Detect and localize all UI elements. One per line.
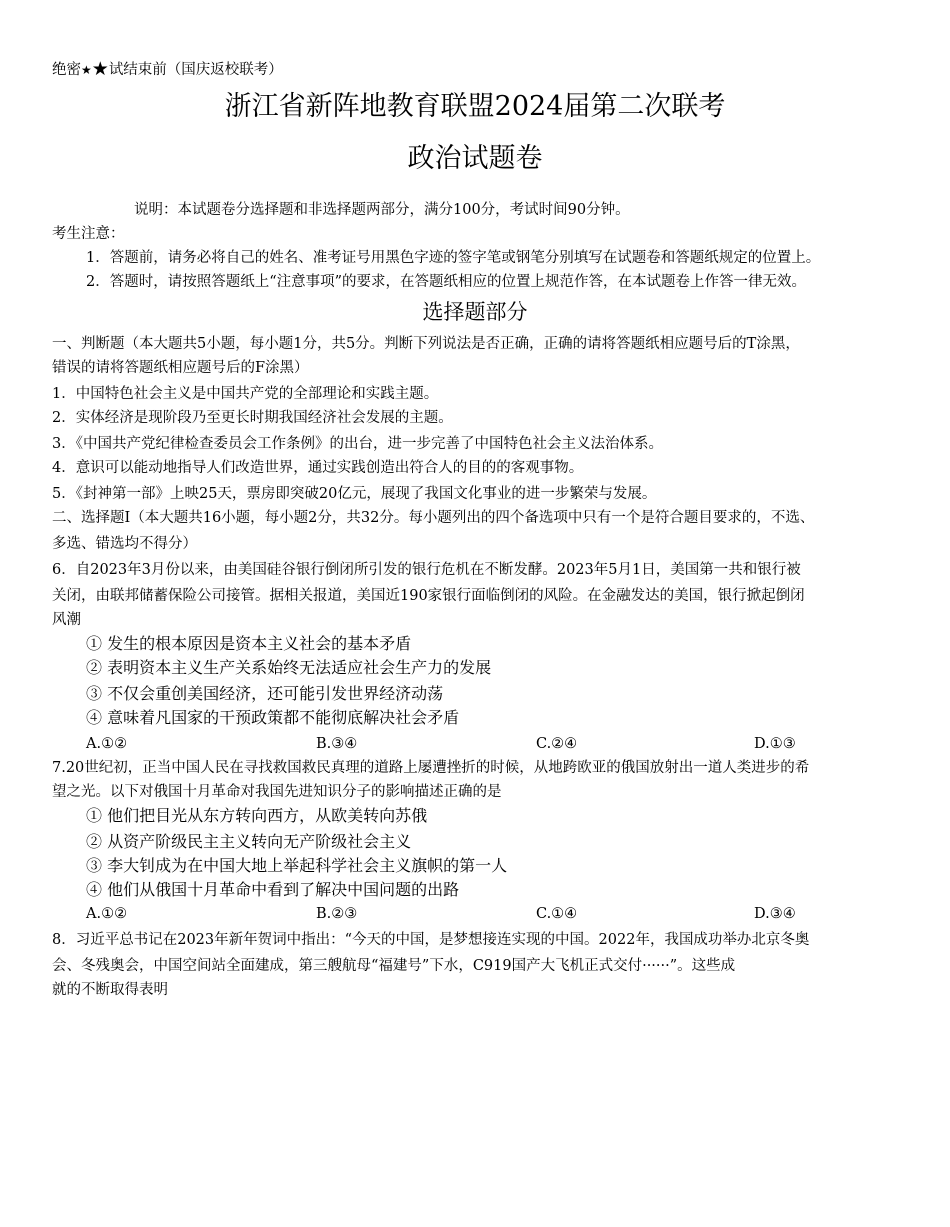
notice-item: 1．答题前，请务必将自己的姓名、准考证号用黑色字迹的签字笔或钢笔分别填写在试题卷和答题纸规定的位置上。 xyxy=(86,250,821,266)
question-stem: 就的不断取得表明 xyxy=(52,982,168,998)
true-false-item: 5．《封神第一部》上映25天，票房即突破20亿元，展现了我国文化事业的进一步繁荣与发展。 xyxy=(52,486,657,502)
answer-choice-b: B.③④ xyxy=(316,736,358,752)
part1-heading: 一、判断题（本大题共5小题，每小题1分，共5分。判断下列说法是否正确，正确的请将答题纸相应题号后的T涂黑， xyxy=(52,336,800,352)
secret-suffix: 试结束前（国庆返校联考） xyxy=(108,62,283,78)
true-false-item: 3．《中国共产党纪律检查委员会工作条例》的出台，进一步完善了中国特色社会主义法治体系。 xyxy=(52,436,663,452)
star-small-icon: ★ xyxy=(81,63,92,77)
question-option: ③ 李大钊成为在中国大地上举起科学社会主义旗帜的第一人 xyxy=(86,856,508,875)
question-option: ③ 不仅会重创美国经济，还可能引发世界经济动荡 xyxy=(86,684,444,703)
question-option: ① 发生的根本原因是资本主义社会的基本矛盾 xyxy=(86,634,412,653)
notice-title: 考生注意： xyxy=(52,226,125,242)
answer-choice-a: A.①② xyxy=(86,906,128,922)
question-option: ④ 他们从俄国十月革命中看到了解决中国问题的出路 xyxy=(86,880,460,899)
exam-title: 浙江省新阵地教育联盟2024届第二次联考 xyxy=(224,91,726,122)
section-title: 选择题部分 xyxy=(422,300,528,324)
answer-choice-c: C.①④ xyxy=(536,906,578,922)
question-stem: 风潮 xyxy=(52,612,81,628)
true-false-item: 2．实体经济是现阶段乃至更长时期我国经济社会发展的主题。 xyxy=(52,410,453,426)
question-stem: 关闭，由联邦储蓄保险公司接管。据相关报道，美国近190家银行面临倒闭的风险。在金融发达的美国，银行掀起倒闭 xyxy=(52,588,805,604)
answer-choice-c: C.②④ xyxy=(536,736,578,752)
question-option: ① 他们把目光从东方转向西方，从欧美转向苏俄 xyxy=(86,806,428,825)
answer-choice-d: D.①③ xyxy=(754,736,796,752)
confidential-label xyxy=(52,58,283,80)
answer-choice-b: B.②③ xyxy=(316,906,358,922)
notice-item: 2．答题时，请按照答题纸上“注意事项”的要求，在答题纸相应的位置上规范作答，在本试题卷上作答一律无效。 xyxy=(86,274,807,290)
question-stem: 会、冬残奥会，中国空间站全面建成，第三艘航母“福建号”下水，C919国产大飞机正式交付······”。这些成 xyxy=(52,958,736,974)
question-stem: 望之光。以下对俄国十月革命对我国先进知识分子的影响描述正确的是 xyxy=(52,784,502,800)
part2-heading: 二、选择题Ⅰ（本大题共16小题，每小题2分，共32分。每小题列出的四个备选项中只有一个是符合题目要求的，不选、 xyxy=(52,510,815,526)
secret-prefix: 绝密 xyxy=(52,62,81,78)
question-option: ② 从资产阶级民主主义转向无产阶级社会主义 xyxy=(86,832,412,851)
part2-heading: 多选、错选均不得分） xyxy=(52,536,197,552)
answer-choice-d: D.③④ xyxy=(754,906,796,922)
question-option: ② 表明资本主义生产关系始终无法适应社会生产力的发展 xyxy=(86,658,492,677)
star-big-icon: ★ xyxy=(91,58,109,80)
exam-description: 说明：本试题卷分选择题和非选择题两部分，满分100分，考试时间90分钟。 xyxy=(134,202,630,218)
exam-subtitle: 政治试题卷 xyxy=(407,143,543,174)
question-stem: 8．习近平总书记在2023年新年贺词中指出：“今天的中国，是梦想接连实现的中国。2022年，我国成功举办北京冬奥 xyxy=(52,932,810,948)
question-stem: 7.20世纪初，正当中国人民在寻找救国救民真理的道路上屡遭挫折的时候，从地跨欧亚的俄国放射出一道人类进步的希 xyxy=(52,760,810,776)
question-option: ④ 意味着凡国家的干预政策都不能彻底解决社会矛盾 xyxy=(86,708,460,727)
part1-heading: 错误的请将答题纸相应题号后的F涂黑） xyxy=(52,360,309,376)
true-false-item: 1．中国特色社会主义是中国共产党的全部理论和实践主题。 xyxy=(52,386,439,402)
true-false-item: 4．意识可以能动地指导人们改造世界，通过实践创造出符合人的目的的客观事物。 xyxy=(52,460,584,476)
answer-choice-a: A.①② xyxy=(86,736,128,752)
question-stem: 6．自2023年3月份以来，由美国硅谷银行倒闭所引发的银行危机在不断发酵。2023年5月1日，美国第一共和银行被 xyxy=(52,562,801,578)
